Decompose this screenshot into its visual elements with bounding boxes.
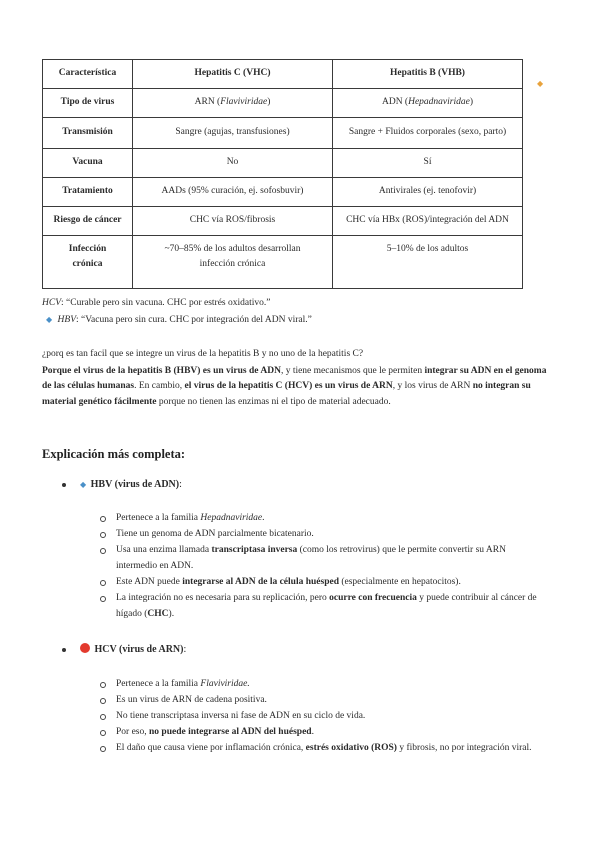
list-item: Este ADN puede integrarse al ADN de la célula huésped (especialmente en hepatocitos). <box>100 574 540 590</box>
list-item: Por eso, no puede integrarse al ADN del huésped. <box>100 724 540 740</box>
blue-diamond-icon: ◆ <box>80 480 87 489</box>
table-cell: ARN (Flaviviridae) <box>133 89 333 118</box>
table-row <box>43 118 523 149</box>
table-header: Hepatitis B (VHB) <box>333 60 523 89</box>
hcv-list <box>100 676 540 756</box>
list-item: La integración no es necesaria para su replicación, pero ocurre con frecuencia y puede contribuir al cáncer de hígado (CHC). <box>100 590 540 622</box>
table-row <box>43 236 523 289</box>
list-item: Tiene un genoma de ADN parcialmente bicatenario. <box>100 526 540 542</box>
table-cell: CHC vía HBx (ROS)/integración del ADN <box>333 207 523 236</box>
table-cell: Antivirales (ej. tenofovir) <box>333 178 523 207</box>
table-header: Característica <box>43 60 133 89</box>
question-text: ¿porq es tan facil que se integre un virus de la hepatitis B y no uno de la hepatitis C? <box>42 349 364 359</box>
answer-paragraph: Porque el virus de la hepatitis B (HBV) es un virus de ADN, y tiene mecanismos que le permiten integrar su ADN en el genoma de las células humanas. En cambio, el virus de la hepatitis C (HCV) es un virus de ARN, y los virus de ARN no integran su material genético fácilmente porque no tienen las enzimas ni el tipo de material adecuado. <box>42 366 547 407</box>
table-cell: ~70–85% de los adultos desarrollan infección crónica <box>133 236 333 289</box>
table-cell: Sangre + Fluidos corporales (sexo, parto) <box>333 118 523 149</box>
row-label: Transmisión <box>43 118 133 149</box>
list-item: El daño que causa viene por inflamación crónica, estrés oxidativo (ROS) y fibrosis, no por integración viral. <box>100 740 540 756</box>
hbv-list <box>100 510 540 622</box>
list-item: Usa una enzima llamada transcriptasa inversa (como los retrovirus) que le permite convertir su ARN intermedio en ADN. <box>100 542 540 574</box>
table-row <box>43 89 523 118</box>
row-label: Tratamiento <box>43 178 133 207</box>
table-cell: 5–10% de los adultos <box>333 236 523 289</box>
table-cell: Sí <box>333 149 523 178</box>
blue-diamond-icon: ◆ <box>46 315 53 324</box>
hcv-heading: HCV (virus de ARN): <box>62 643 186 658</box>
table-cell: AADs (95% curación, ej. sofosbuvir) <box>133 178 333 207</box>
table-row <box>43 149 523 178</box>
list-item: No tiene transcriptasa inversa ni fase de ADN en su ciclo de vida. <box>100 708 540 724</box>
comparison-table <box>42 59 523 289</box>
row-label: Tipo de virus <box>43 89 133 118</box>
section-title: Explicación más completa: <box>42 447 186 461</box>
note-hcv: HCV: “Curable pero sin vacuna. CHC por estrés oxidativo.” <box>42 298 271 308</box>
row-label: Infección crónica <box>43 236 133 289</box>
table-cell: CHC vía ROS/fibrosis <box>133 207 333 236</box>
table-cell: Sangre (agujas, transfusiones) <box>133 118 333 149</box>
list-item: Pertenece a la familia Hepadnaviridae. <box>100 510 540 526</box>
list-item: Pertenece a la familia Flaviviridae. <box>100 676 540 692</box>
list-item: Es un virus de ARN de cadena positiva. <box>100 692 540 708</box>
table-cell: No <box>133 149 333 178</box>
row-label: Vacuna <box>43 149 133 178</box>
orange-diamond-icon: ◆ <box>537 79 544 88</box>
table-row <box>43 178 523 207</box>
bullet-icon <box>62 483 66 487</box>
row-label: Riesgo de cáncer <box>43 207 133 236</box>
table-row <box>43 207 523 236</box>
bullet-icon <box>62 648 66 652</box>
table-header-row <box>43 60 523 89</box>
table-header: Hepatitis C (VHC) <box>133 60 333 89</box>
table-cell: ADN (Hepadnaviridae) <box>333 89 523 118</box>
hbv-heading: ◆ HBV (virus de ADN): <box>62 478 182 493</box>
red-circle-icon <box>80 643 90 653</box>
note-hbv: ◆ HBV: “Vacuna pero sin cura. CHC por integración del ADN viral.” <box>46 315 312 325</box>
